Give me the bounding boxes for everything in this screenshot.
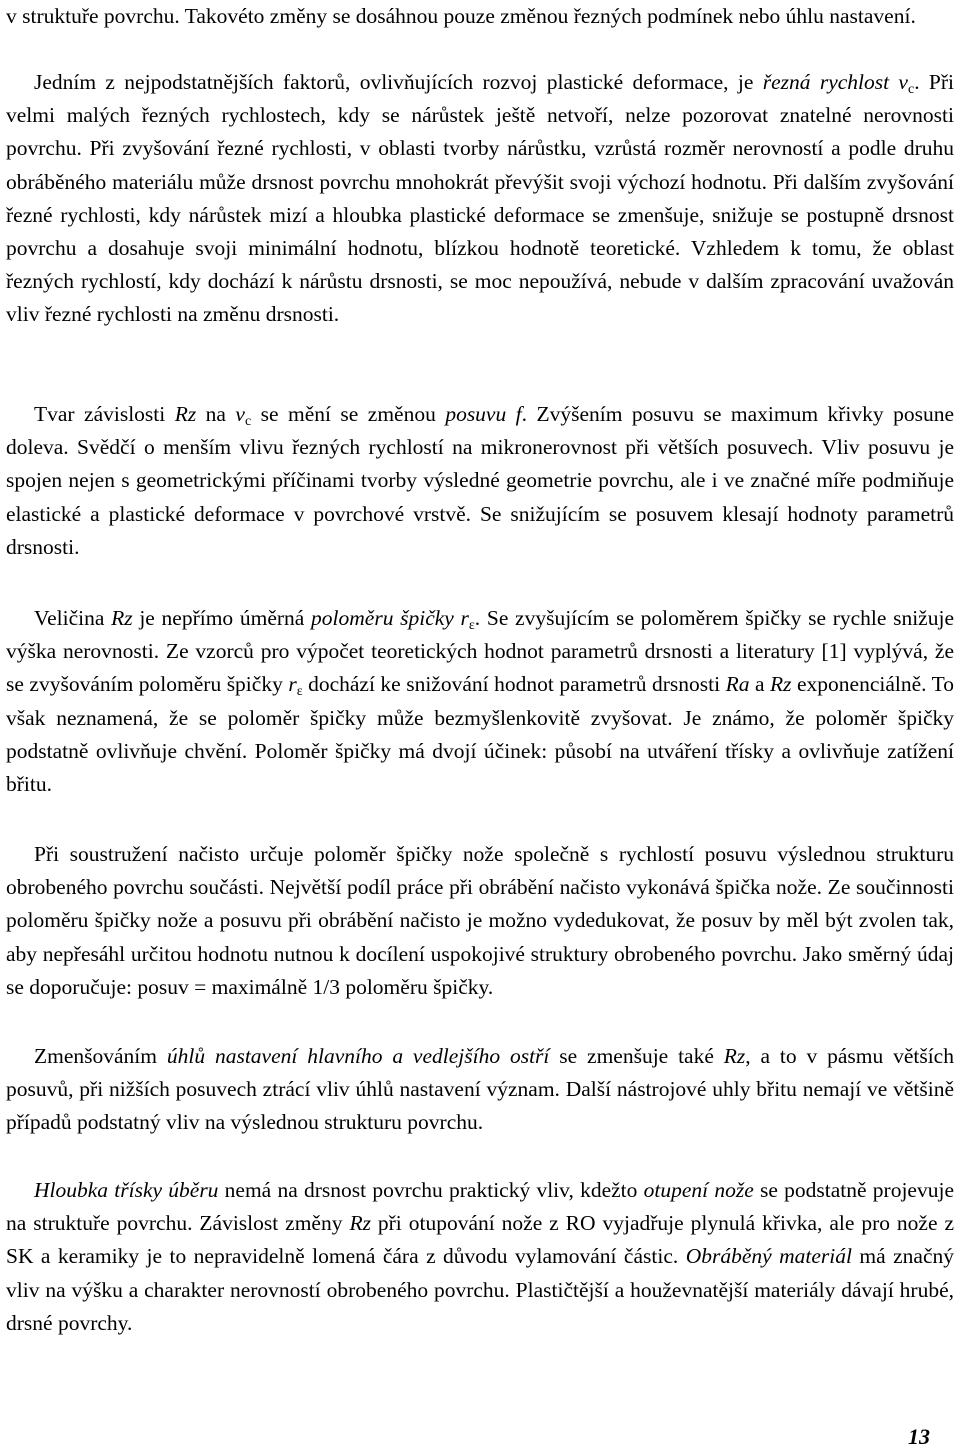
paragraph-5-text: Při soustružení načisto určuje poloměr špičky nože společně s rychlostí posuvu výslednou strukturu obrobeného povrchu součásti. Největší podíl práce při obrábění načisto vykonává špička nože. Ze součinnosti poloměru špičky nože a posuvu při obrábění načisto je možno vydedukovat, že posuv by měl být zvolen tak, aby nepřesáhl určitou hodnotu nutnou k docílení uspokojivé struktury obrobeného povrchu. Jako směrný údaj se doporučuje: posuv = maximálně 1/3 poloměru špičky. xyxy=(6,842,954,999)
subscript: ε xyxy=(468,618,475,633)
text-run: při otupování nože z RO vyjadřuje plynulá křivka, ale pro nože z SK a keramiky je to nepravidelně lomená čára z důvodu vylamování částic. xyxy=(6,1211,955,1269)
text-run: dochází ke snižování hodnot parametrů drsnosti xyxy=(302,672,726,697)
subscript: ε xyxy=(296,684,303,700)
text-run: . Se zvyšujícím se poloměrem špičky se rychle snižuje výška nerovnosti. Ze vzorců pro výpočet teoretických hodnot parametrů drsnosti a literatury [1] vyplývá, že se zvyšováním poloměru špičky xyxy=(6,606,954,697)
text-run: Zmenšováním xyxy=(34,1044,167,1068)
paragraph-1-text: v struktuře povrchu. Takovéto změny se dosáhnou pouze změnou řezných podmínek nebo úhlu nastavení. xyxy=(6,4,916,28)
setting-angles-term: úhlů nastavení hlavního a vedlejšího ostří xyxy=(166,1044,550,1068)
rz-symbol: Rz xyxy=(769,672,792,697)
text-run: se podstatně projevuje na struktuře povrchu. Závislost změny xyxy=(6,1178,954,1236)
paragraph-7 xyxy=(6,1174,954,1340)
text-run: . Při velmi malých řezných rychlostech, kdy se nárůstek ještě netvoří, nelze pozorovat znatelné nerovnosti povrchu. Při zvyšování řezné rychlosti, v oblasti tvorby nárůstku, vzrůstá rozměr nerovností a podle druhu obráběného materiálu může drsnost povrchu mnohokrát převýšit svoji výchozí hodnotu. Při dalším zvyšování řezné rychlosti, kdy nárůstek mizí a hloubka plastické deformace se zmenšuje, snižuje se postupně drsnost povrchu a dosahuje svoji minimální hodnotu, blízkou hodnotě teoretické. Vzhledem k tomu, že oblast řezných rychlostí, kdy dochází k nárůstu drsnosti, se moc nepoužívá, nebude v dalším zpracování uvažován vliv řezné rychlosti na změnu drsnosti. xyxy=(6,70,954,327)
paragraph-6 xyxy=(6,1040,954,1140)
text-run: Jedním z nejpodstatnějších faktorů, ovlivňujících rozvoj plastické deformace, je xyxy=(34,70,763,94)
text-run: na xyxy=(196,402,236,426)
vc-symbol: v xyxy=(235,402,245,426)
paragraph-3 xyxy=(6,398,954,564)
depth-of-cut-term: Hloubka třísky úběru xyxy=(34,1178,219,1202)
tool-wear-term: otupení nože xyxy=(643,1178,754,1202)
text-run: a xyxy=(749,672,770,697)
paragraph-1 xyxy=(6,0,954,33)
r-symbol: r xyxy=(288,672,297,697)
nose-radius-term: poloměru špičky r xyxy=(311,606,469,630)
text-run: je nepřímo úměrná xyxy=(132,606,312,630)
feed-term: posuvu f xyxy=(445,402,522,426)
subscript: c xyxy=(244,414,252,429)
text-run: , a to v pásmu větších posuvů, při nižších posuvech ztrácí vliv úhlů nastavení význam. Další nástrojové uhly břitu nemají ve většině případů podstatný vliv na výslednou strukturu povrchu. xyxy=(6,1044,954,1135)
paragraph-5 xyxy=(6,838,954,1004)
text-run: exponenciálně. To však neznamená, že se poloměr špičky může bezmyšlenkovitě zvyšovat. Je známo, že poloměr špičky podstatně ovlivňuje chvění. Poloměr špičky má dvojí účinek: působí na utváření třísky a ovlivňuje zatížení břitu. xyxy=(6,672,955,797)
ra-symbol: Ra xyxy=(725,672,750,697)
text-run: . Zvýšením posuvu se maximum křivky posune doleva. Svědčí o menším vlivu řezných rychlostí na mikronerovnost při větších posuvech. Vliv posuvu je spojen nejen s geometrickými příčinami tvorby výsledné geometrie povrchu, ale i ve značné míře podmiňuje elastické a plastické deformace v povrchové vrstvě. Se snižujícím se posuvem klesají hodnoty parametrů drsnosti. xyxy=(6,402,954,559)
rz-symbol: Rz xyxy=(111,606,133,630)
text-run: se mění se změnou xyxy=(251,402,446,426)
text-run: nemá na drsnost povrchu praktický vliv, kdežto xyxy=(218,1178,644,1202)
workpiece-material-term: Obráběný materiál xyxy=(685,1244,852,1269)
text-run: se zmenšuje také xyxy=(549,1044,724,1068)
cutting-speed-term: řezná rychlost v xyxy=(762,70,908,94)
page-number: 13 xyxy=(908,1424,930,1449)
text-run: má značný vliv na výšku a charakter nerovností obrobeného povrchu. Plastičtější a houževnatější materiály dávají hrubé, drsné povrchy. xyxy=(6,1244,954,1335)
rz-symbol: Rz xyxy=(723,1044,746,1068)
subscript: c xyxy=(907,82,915,97)
rz-symbol: Rz xyxy=(174,402,197,426)
paragraph-2 xyxy=(6,66,954,332)
paragraph-4 xyxy=(6,602,954,801)
text-run: Veličina xyxy=(34,606,112,630)
rz-symbol: Rz xyxy=(349,1211,371,1236)
text-run: Tvar závislosti xyxy=(34,402,175,426)
